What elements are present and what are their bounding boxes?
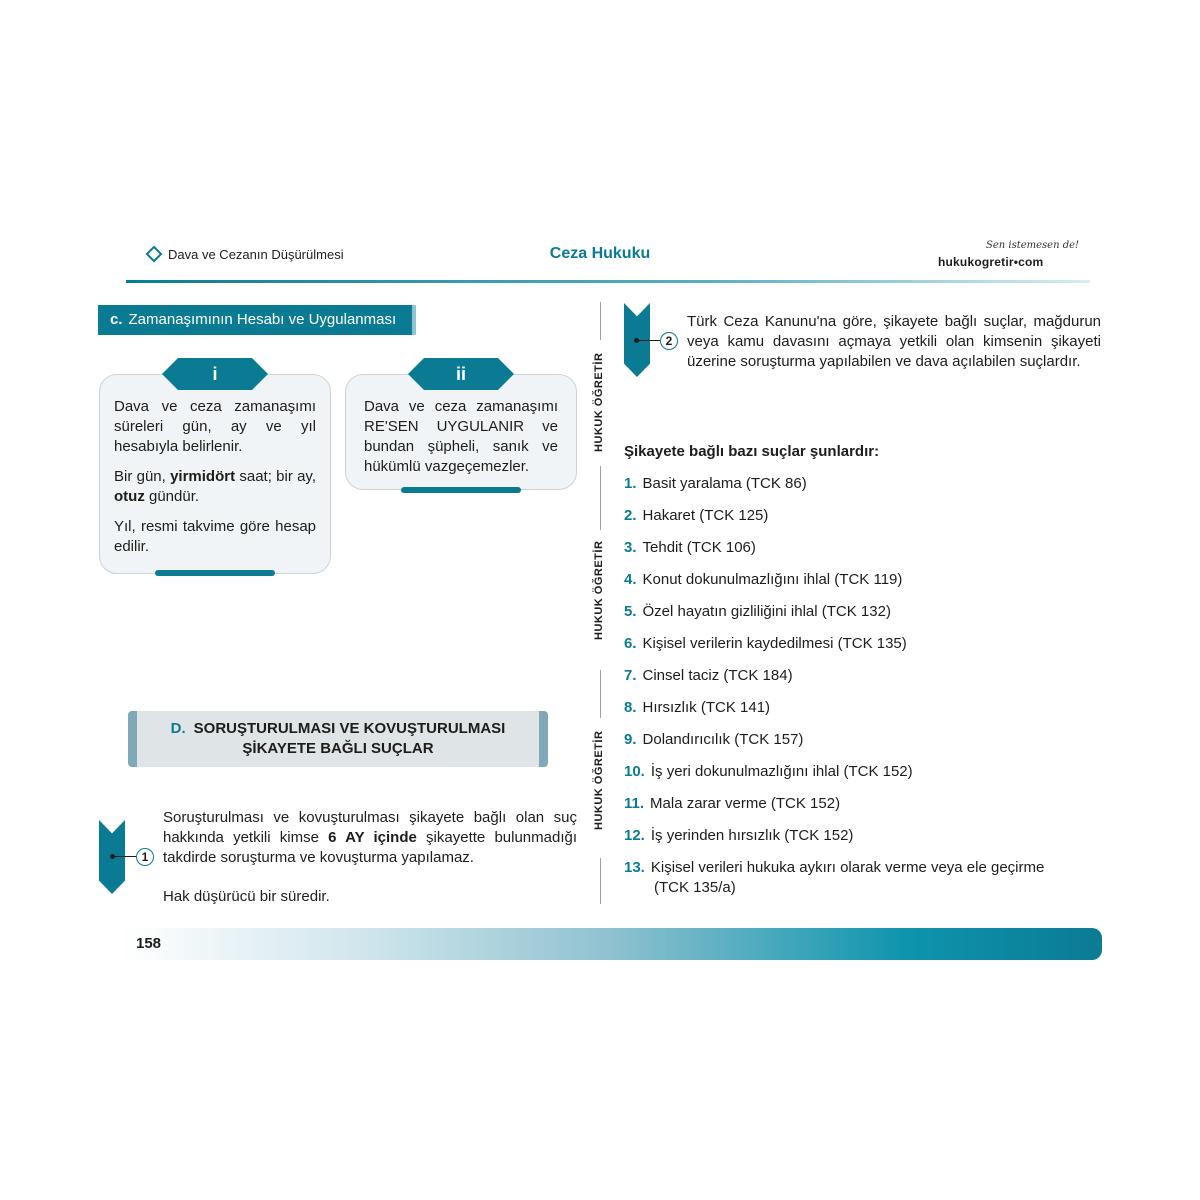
list-item: 7. Cinsel taciz (TCK 184) [624,667,793,684]
list-item-continuation: (TCK 135/a) [654,879,736,896]
list-item: 1. Basit yaralama (TCK 86) [624,475,807,492]
header-divider [126,280,1090,283]
note-2-text: Türk Ceza Kanunu'na göre, şikayete bağlı suçlar, mağdurun veya kamu davasını açmaya yetkili olan kimsenin şikayeti üzerine soruşturma yapılabilen ve dava açılabilen suçlardır. [687,313,1101,370]
list-item: 10. İş yeri dokunulmazlığını ihlal (TCK 152) [624,763,913,780]
card-ii-bottom-bar [401,487,521,493]
section-d-letter: D. [170,720,186,737]
list-item: 6. Kişisel verilerin kaydedilmesi (TCK 135) [624,635,907,652]
logo: hukukogretir•com [938,255,1044,269]
card-i-bottom-bar [155,570,275,576]
list-item: 4. Konut dokunulmazlığını ihlal (TCK 119) [624,571,903,588]
list-item: 12. İş yerinden hırsızlık (TCK 152) [624,827,854,844]
diamond-icon [146,246,163,263]
section-c-letter: c. [110,311,123,328]
note-number-2: 2 [660,332,678,350]
section-c-title: Zamanaşımının Hesabı ve Uygulanması [128,311,397,328]
section-d-line-1: SORUŞTURULMASI VE KOVUŞTURULMASI [193,720,506,737]
page-title: Ceza Hukuku [549,245,651,262]
card-i-text [114,397,316,567]
ribbon-connector [114,856,136,857]
card-i-paragraph-1: Dava ve ceza zamanaşımı süreleri gün, ay ve yıl hesabıyla belirlenir. [114,398,316,455]
ribbon-connector [638,340,660,341]
footer-bar [122,928,1102,960]
card-ii-tab: ii [424,358,498,390]
brand-vertical-text: HUKUK ÖĞRETİR [593,540,605,640]
brand-vertical-text: HUKUK ÖĞRETİR [593,352,605,452]
card-i-paragraph-2: Bir gün, yirmidört saat; bir ay, otuz gündür. [114,468,316,505]
crimes-list-heading: Şikayete bağlı bazı suçlar şunlardır: [624,443,880,460]
list-item: 2. Hakaret (TCK 125) [624,507,769,524]
column-divider [600,466,601,530]
list-item: 5. Özel hayatın gizliliğini ihlal (TCK 132) [624,603,891,620]
note-1-text: Soruşturulması ve kovuşturulması şikayete bağlı olan suç hakkında yetkili kimse 6 AY içinde şikayette bulunmadığı takdirde soruşturma ve kovuşturma yapılamaz. [163,809,578,866]
list-item: 8. Hırsızlık (TCK 141) [624,699,771,716]
list-item: 13. Kişisel verileri hukuka aykırı olarak verme veya ele geçirme [624,859,1045,876]
card-i-tab: i [178,358,252,390]
logo-slogan: Sen istemesen de! [986,240,1080,251]
brand-vertical-text: HUKUK ÖĞRETİR [593,730,605,830]
section-d-heading [128,711,548,767]
page-number: 158 [136,935,162,952]
note-1-text-2: Hak düşürücü bir süredir. [163,888,330,905]
header-section-title: Dava ve Cezanın Düşürülmesi [168,247,344,262]
card-ii-text [364,397,558,487]
section-d-line-2: ŞİKAYETE BAĞLI SUÇLAR [242,740,434,757]
list-item: 3. Tehdit (TCK 106) [624,539,756,556]
section-c-heading [98,305,416,335]
column-divider [600,670,601,718]
list-item: 9. Dolandırıcılık (TCK 157) [624,731,804,748]
list-item: 11. Mala zarar verme (TCK 152) [624,795,841,812]
card-i-paragraph-3: Yıl, resmi takvime göre hesap edilir. [114,518,316,555]
note-number-1: 1 [136,848,154,866]
column-divider [600,858,601,904]
card-ii-paragraph-1: Dava ve ceza zamanaşımı RE'SEN UYGULANIR ve bundan şüpheli, sanık ve hükümlü vazgeçemezler. [364,398,558,475]
column-divider [600,302,601,340]
